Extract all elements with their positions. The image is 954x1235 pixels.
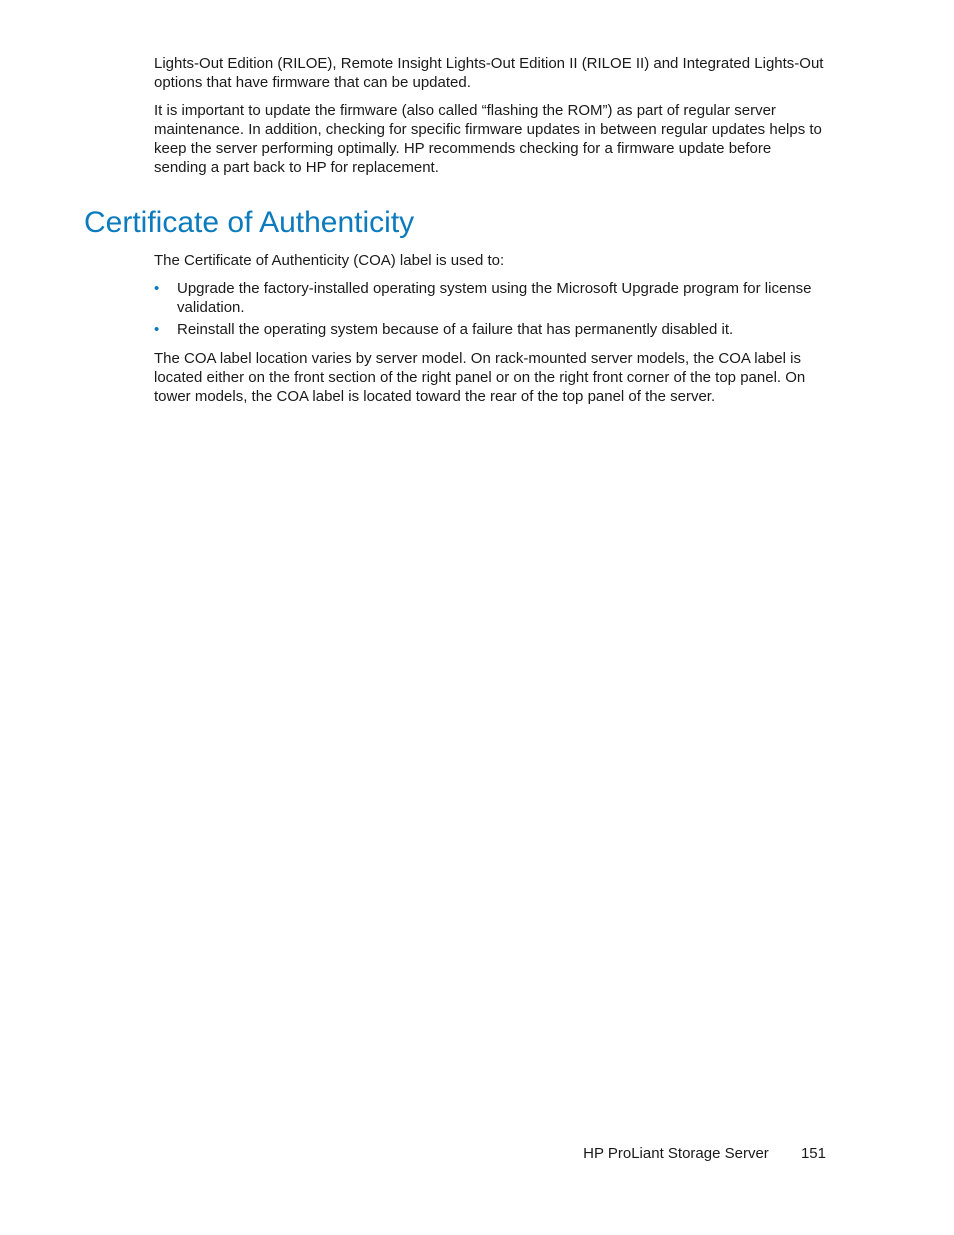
list-item [154,320,826,339]
list-item-text: Upgrade the factory-installed operating system using the Microsoft Upgrade program for license validation. [177,280,812,316]
intro-paragraph-1: Lights-Out Edition (RILOE), Remote Insight Lights-Out Edition II (RILOE II) and Integrated Lights-Out options that have firmware that can be updated. [154,55,824,91]
footer-product-name: HP ProLiant Storage Server [583,1145,769,1162]
section-title: Certificate of Authenticity [84,206,415,239]
intro-paragraph-2: It is important to update the firmware (also called “flashing the ROM”) as part of regular server maintenance. In addition, checking for specific firmware updates in between regular updates helps to keep the server performing optimally. HP recommends checking for a firmware update before sending a part back to HP for replacement. [154,102,822,176]
list-item-text: Reinstall the operating system because of a failure that has permanently disabled it. [177,321,734,338]
list-item [154,279,826,317]
bullet-dot-icon: • [154,321,160,338]
coa-location-paragraph: The COA label location varies by server model. On rack-mounted server models, the COA label is located either on the front section of the right panel or on the right front corner of the top panel. On tower models, the COA label is located toward the rear of the top panel of the server. [154,350,806,405]
page-footer [583,1144,826,1163]
page-number: 151 [800,1145,826,1162]
coa-intro-text: The Certificate of Authenticity (COA) label is used to: [154,252,505,269]
bullet-dot-icon: • [154,280,160,297]
coa-uses-list [154,279,826,342]
